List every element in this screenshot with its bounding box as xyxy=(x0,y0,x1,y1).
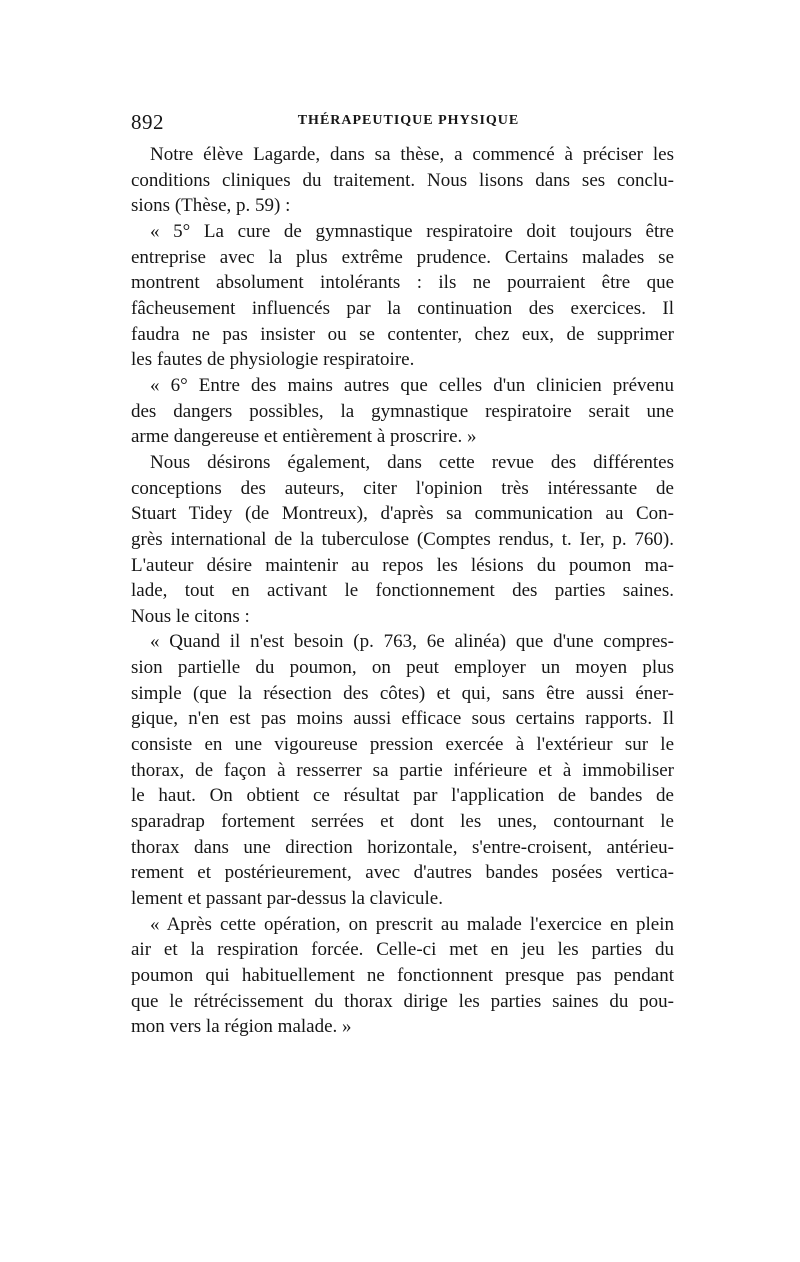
paragraph xyxy=(131,373,674,450)
text-line: fâcheusement influencés par la continuation des exercices. Il xyxy=(131,297,674,319)
paragraph xyxy=(131,450,674,630)
text-line: gique, n'en est pas moins aussi efficace sous certains rapports. Il xyxy=(131,708,674,730)
text-line: montrent absolument intolérants : ils ne pourraient être que xyxy=(131,272,674,294)
text-line: le haut. On obtient ce résultat par l'application de bandes de xyxy=(131,785,674,807)
paragraph xyxy=(131,912,674,1040)
page-header xyxy=(131,110,674,142)
running-head: THÉRAPEUTIQUE PHYSIQUE xyxy=(297,113,520,128)
text-line: thorax dans une direction horizontale, s'entre-croisent, antérieu- xyxy=(131,836,674,858)
text-line: lade, tout en activant le fonctionnement des parties saines. xyxy=(131,580,674,602)
text-line: entreprise avec la plus extrême prudence. Certains malades se xyxy=(131,246,674,268)
text-line: « 5° La cure de gymnastique respiratoire doit toujours être xyxy=(150,220,674,242)
paragraph xyxy=(131,629,674,911)
text-line: les fautes de physiologie respiratoire. xyxy=(131,349,415,371)
text-line: « Après cette opération, on prescrit au malade l'exercice en plein xyxy=(150,913,674,935)
book-page xyxy=(131,110,674,1040)
text-line: sions (Thèse, p. 59) : xyxy=(131,195,291,217)
text-line: grès international de la tuberculose (Comptes rendus, t. Ier, p. 760). xyxy=(131,528,674,550)
text-line: Notre élève Lagarde, dans sa thèse, a commencé à préciser les xyxy=(150,144,674,165)
text-line: simple (que la résection des côtes) et qui, sans être aussi éner- xyxy=(131,682,674,704)
text-line: « 6° Entre des mains autres que celles d'un clinicien prévenu xyxy=(150,374,674,396)
text-line: arme dangereuse et entièrement à proscrire. » xyxy=(131,426,477,448)
text-line: conceptions des auteurs, citer l'opinion très intéressante de xyxy=(131,477,674,499)
text-line: Stuart Tidey (de Montreux), d'après sa communication au Con- xyxy=(131,503,674,525)
text-line: Nous désirons également, dans cette revue des différentes xyxy=(150,451,674,473)
text-line: poumon qui habituellement ne fonctionnent presque pas pendant xyxy=(131,965,674,986)
text-line: « Quand il n'est besoin (p. 763, 6e alinéa) que d'une compres- xyxy=(150,631,674,653)
text-line: des dangers possibles, la gymnastique respiratoire serait une xyxy=(131,400,674,422)
text-line: Nous le citons : xyxy=(131,605,250,627)
text-line: consiste en une vigoureuse pression exercée à l'extérieur sur le xyxy=(131,734,674,756)
paragraph xyxy=(131,142,674,219)
text-line: sion partielle du poumon, on peut employer un moyen plus xyxy=(131,657,674,679)
text-line: lement et passant par-dessus la clavicule. xyxy=(131,888,443,910)
text-line: conditions cliniques du traitement. Nous lisons dans ses conclu- xyxy=(131,169,674,191)
text-line: mon vers la région malade. » xyxy=(131,1016,352,1038)
paragraph xyxy=(131,219,674,373)
text-line: que le rétrécissement du thorax dirige les parties saines du pou- xyxy=(131,990,674,1012)
text-line: thorax, de façon à resserrer sa partie inférieure et à immobiliser xyxy=(131,759,674,781)
page-number: 892 xyxy=(131,110,164,134)
text-line: sparadrap fortement serrées et dont les unes, contournant le xyxy=(131,811,674,833)
text-line: air et la respiration forcée. Celle-ci met en jeu les parties du xyxy=(131,939,674,961)
text-line: rement et postérieurement, avec d'autres bandes posées vertica- xyxy=(131,862,674,884)
text-line: L'auteur désire maintenir au repos les lésions du poumon ma- xyxy=(131,554,674,576)
text-line: faudra ne pas insister ou se contenter, chez eux, de supprimer xyxy=(131,323,674,345)
body-text xyxy=(131,142,674,1040)
